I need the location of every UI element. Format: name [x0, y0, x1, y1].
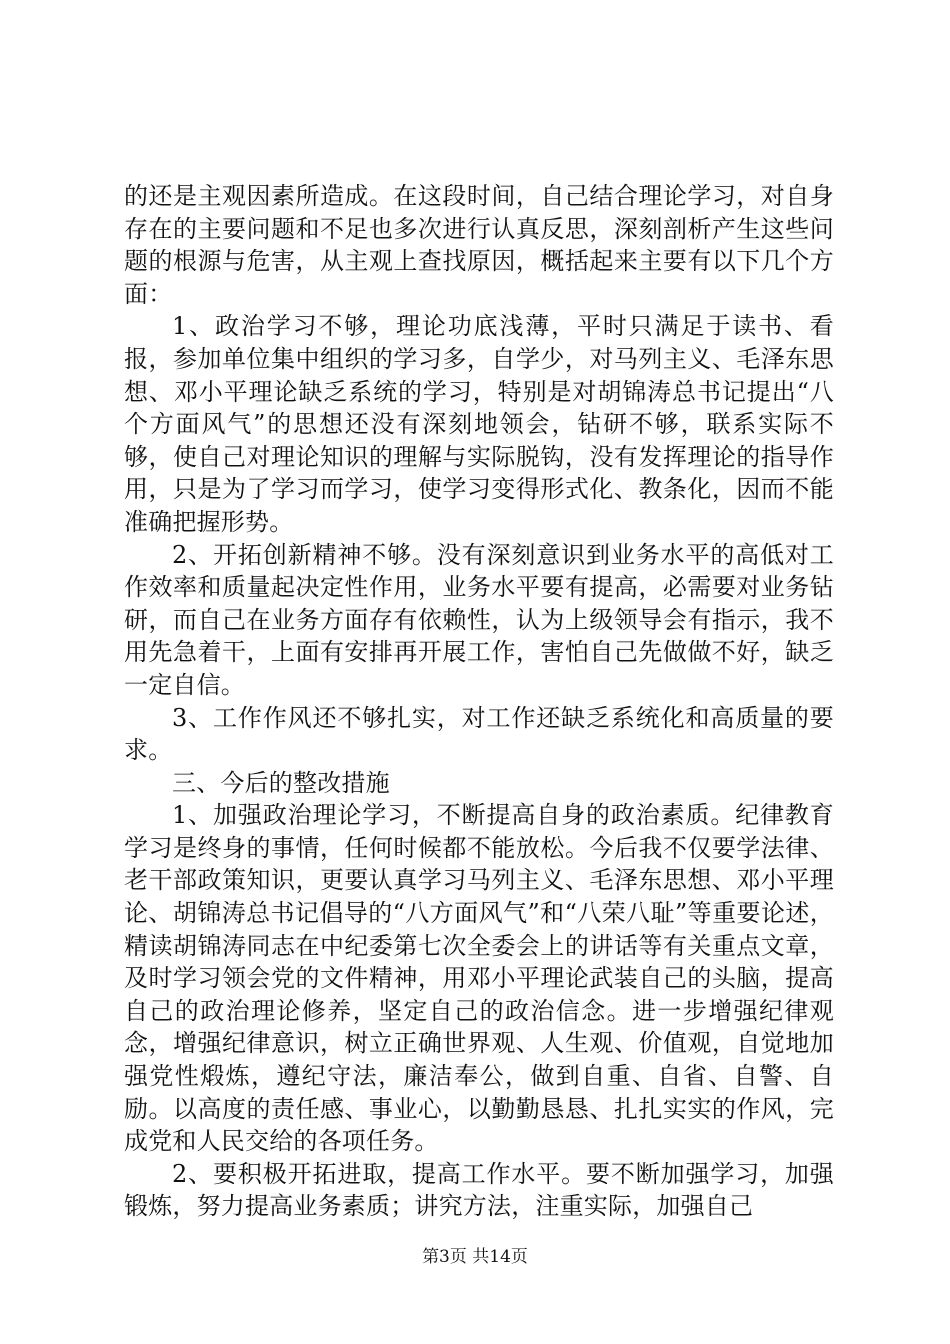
paragraph-item-2-innovation: 2、开拓创新精神不够。没有深刻意识到业务水平的高低对工作效率和质量起决定性作用，业务水平要有提高，必需要对业务钻研，而自己在业务方面存有依赖性，认为上级领导会有指示，我不用先急着干，上面有安排再开展工作，害怕自己先做做不好，缺乏一定自信。 — [124, 540, 834, 699]
paragraph-measure-2: 2、要积极开拓进取，提高工作水平。要不断加强学习，加强锻炼，努力提高业务素质；讲究方法，注重实际，加强自己 — [124, 1159, 834, 1221]
paragraph-measure-1: 1、加强政治理论学习，不断提高自身的政治素质。纪律教育学习是终身的事情，任何时候都不能放松。今后我不仅要学法律、老干部政策知识，更要认真学习马列主义、毛泽东思想、邓小平理论、胡锦涛总书记倡导的“八方面风气”和“八荣八耻”等重要论述，精读胡锦涛同志在中纪委第七次全委会上的讲话等有关重点文章，及时学习领会党的文件精神，用邓小平理论武装自己的头脑，提高自己的政治理论修养，坚定自己的政治信念。进一步增强纪律观念，增强纪律意识，树立正确世界观、人生观、价值观，自觉地加强党性煅炼，遵纪守法，廉洁奉公，做到自重、自省、自警、自励。以高度的责任感、事业心，以勤勤恳恳、扎扎实实的作风，完成党和人民交给的各项任务。 — [124, 801, 834, 1156]
section-heading-rectification: 三、今后的整改措施 — [172, 768, 390, 797]
page-number-footer: 第3页 共14页 — [422, 1247, 528, 1267]
document-body — [124, 180, 834, 1223]
paragraph-item-3-work-style: 3、工作作风还不够扎实，对工作还缺乏系统化和高质量的要求。 — [124, 703, 834, 765]
paragraph-item-1-study: 1、政治学习不够，理论功底浅薄，平时只满足于读书、看报，参加单位集中组织的学习多，自学少，对马列主义、毛泽东思想、邓小平理论缺乏系统的学习，特别是对胡锦涛总书记提出“八个方面风气”的思想还没有深刻地领会，钻研不够，联系实际不够，使自己对理论知识的理解与实际脱钩，没有发挥理论的指导作用，只是为了学习而学习，使学习变得形式化、教条化，因而不能准确把握形势。 — [124, 312, 834, 536]
paragraph-continuation: 的还是主观因素所造成。在这段时间，自己结合理论学习，对自身存在的主要问题和不足也多次进行认真反思，深刻剖析产生这些问题的根源与危害，从主观上查找原因，概括起来主要有以下几个方面： — [124, 182, 834, 308]
